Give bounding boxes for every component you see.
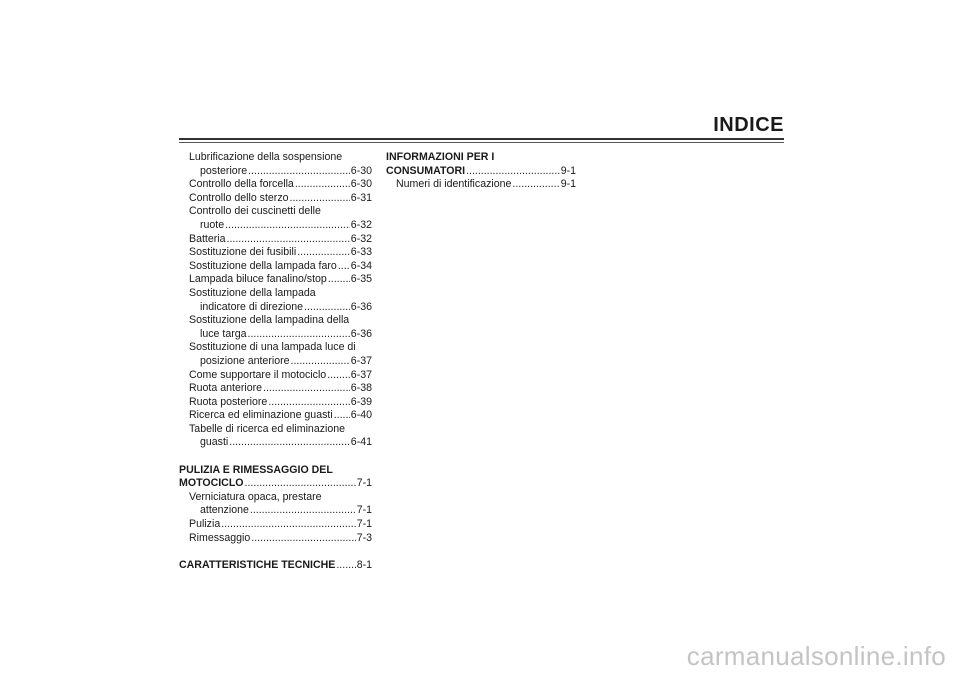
toc-leader-dots <box>295 178 350 192</box>
toc-entry-title: Batteria <box>189 232 226 245</box>
toc-entry-title: posizione anteriore <box>200 354 290 367</box>
toc-section-heading[interactable] <box>386 165 576 179</box>
toc-entry[interactable] <box>179 233 372 247</box>
toc-entry <box>179 423 372 437</box>
toc-page-number: 9-1 <box>560 178 576 191</box>
toc-entry[interactable] <box>179 369 372 383</box>
toc-entry[interactable] <box>179 246 372 260</box>
toc-entry <box>179 205 372 219</box>
toc-entry-title: Come supportare il motociclo <box>189 368 327 381</box>
toc-entry-title: Numeri di identificazione <box>396 178 512 191</box>
toc-entry[interactable] <box>179 518 372 532</box>
toc-page-number: 7-1 <box>356 477 372 490</box>
toc-entry <box>179 491 372 505</box>
toc-entry-title: Ruota posteriore <box>189 395 268 408</box>
toc-leader-dots <box>290 192 350 206</box>
toc-entry-title: Sostituzione della lampada <box>189 286 316 299</box>
toc-page-number: 7-3 <box>356 531 372 544</box>
toc-page-number: 9-1 <box>560 164 576 177</box>
toc-entry[interactable] <box>179 178 372 192</box>
toc-entry-title: indicatore di direzione <box>200 300 304 313</box>
toc-page-number: 6-30 <box>350 178 372 191</box>
toc-entry-title: PULIZIA E RIMESSAGGIO DEL <box>179 463 333 476</box>
toc-entry-title: Sostituzione della lampada faro <box>189 259 337 272</box>
toc-page-number: 7-1 <box>356 518 372 531</box>
toc-entry-title: Controllo dei cuscinetti delle <box>189 205 321 218</box>
toc-entry-title: MOTOCICLO <box>179 477 244 490</box>
toc-leader-dots <box>221 518 355 532</box>
toc-leader-dots <box>304 301 350 315</box>
toc-page-number: 6-36 <box>350 327 372 340</box>
toc-leader-dots <box>251 532 355 546</box>
toc-page-number: 6-32 <box>350 218 372 231</box>
toc-leader-dots <box>466 165 560 179</box>
toc-leader-dots <box>250 504 356 518</box>
toc-page-number: 6-33 <box>350 246 372 259</box>
toc-entry-title: Tabelle di ricerca ed eliminazione <box>189 422 346 435</box>
toc-entry-title: Sostituzione dei fusibili <box>189 246 297 259</box>
toc-leader-dots <box>248 165 350 179</box>
toc-leader-dots <box>227 233 350 247</box>
toc-leader-dots <box>248 328 350 342</box>
toc-leader-dots <box>338 260 350 274</box>
toc-page-number: 6-30 <box>350 164 372 177</box>
toc-entry-title: CARATTERISTICHE TECNICHE <box>179 558 336 571</box>
toc-spacer <box>179 545 372 559</box>
toc-leader-dots <box>297 246 350 260</box>
toc-entry-title: guasti <box>200 436 229 449</box>
toc-entry-title: Controllo della forcella <box>189 178 294 191</box>
toc-entry-title: Pulizia <box>189 518 221 531</box>
toc-leader-dots <box>334 409 350 423</box>
toc-page-number: 6-40 <box>350 409 372 422</box>
toc-section-heading <box>179 464 372 478</box>
toc-leader-dots <box>512 178 559 192</box>
toc-entry-title: Ruota anteriore <box>189 382 263 395</box>
toc-entry-title: CONSUMATORI <box>386 164 466 177</box>
toc-entry-title: Ricerca ed eliminazione guasti <box>189 409 333 422</box>
toc-leader-dots <box>229 436 350 450</box>
toc-entry[interactable] <box>179 382 372 396</box>
toc-page-number: 6-39 <box>350 395 372 408</box>
toc-page-number: 6-37 <box>350 354 372 367</box>
toc-entry-title: Verniciatura opaca, prestare <box>189 490 322 503</box>
toc-entry-title: luce targa <box>200 327 247 340</box>
toc-page-number: 6-31 <box>350 191 372 204</box>
toc-entry-title: Rimessaggio <box>189 531 251 544</box>
toc-entry[interactable] <box>179 165 372 179</box>
toc-page-number: 8-1 <box>356 558 372 571</box>
title-rule-thin <box>179 142 784 143</box>
toc-entry <box>179 287 372 301</box>
watermark-text: carmanualsonline.info <box>686 641 946 671</box>
toc-leader-dots <box>328 273 350 287</box>
toc-entry-title: Lampada biluce fanalino/stop <box>189 273 327 286</box>
toc-page-number: 7-1 <box>356 504 372 517</box>
toc-entry[interactable] <box>179 532 372 546</box>
toc-section-heading <box>386 151 576 165</box>
toc-entry[interactable] <box>179 504 372 518</box>
toc-spacer <box>179 450 372 464</box>
toc-page-number: 6-32 <box>350 232 372 245</box>
toc-leader-dots <box>263 382 350 396</box>
toc-entry <box>179 314 372 328</box>
toc-leader-dots <box>336 559 355 573</box>
toc-leader-dots <box>327 369 350 383</box>
toc-entry[interactable] <box>179 301 372 315</box>
toc-entry[interactable] <box>179 219 372 233</box>
toc-entry-title: attenzione <box>200 504 249 517</box>
toc-entry[interactable] <box>179 192 372 206</box>
toc-entry-title: INFORMAZIONI PER I <box>386 151 495 163</box>
toc-entry[interactable] <box>386 178 576 192</box>
toc-entry[interactable] <box>179 396 372 410</box>
toc-entry-title: Sostituzione di una lampada luce di <box>189 341 356 354</box>
toc-section-heading[interactable] <box>179 477 372 491</box>
toc-page-number: 6-34 <box>350 259 372 272</box>
toc-leader-dots <box>291 355 350 369</box>
toc-section-heading[interactable] <box>179 559 372 573</box>
toc-page-number: 6-38 <box>350 382 372 395</box>
toc-entry[interactable] <box>179 328 372 342</box>
toc-leader-dots <box>225 219 350 233</box>
toc-left-column <box>179 151 372 572</box>
toc-entry[interactable] <box>179 355 372 369</box>
toc-entry[interactable] <box>179 436 372 450</box>
toc-entry[interactable] <box>179 409 372 423</box>
toc-entry-title: ruote <box>200 218 225 231</box>
toc-leader-dots <box>268 396 349 410</box>
toc-entry-title: Controllo dello sterzo <box>189 191 289 204</box>
toc-entry[interactable] <box>179 273 372 287</box>
toc-leader-dots <box>245 477 356 491</box>
toc-page-number: 6-35 <box>350 273 372 286</box>
toc-page-number: 6-41 <box>350 436 372 449</box>
toc-entry[interactable] <box>179 260 372 274</box>
toc-page-number: 6-36 <box>350 300 372 313</box>
toc-page-number: 6-37 <box>350 368 372 381</box>
toc-entry <box>179 151 372 165</box>
toc-entry <box>179 341 372 355</box>
toc-entry-title: Sostituzione della lampadina della <box>189 314 350 327</box>
page-title: INDICE <box>713 114 784 136</box>
toc-entry-title: posteriore <box>200 164 248 177</box>
toc-right-column <box>386 151 576 192</box>
title-rule-thick <box>179 138 784 140</box>
toc-entry-title: Lubrificazione della sospensione <box>189 151 343 163</box>
